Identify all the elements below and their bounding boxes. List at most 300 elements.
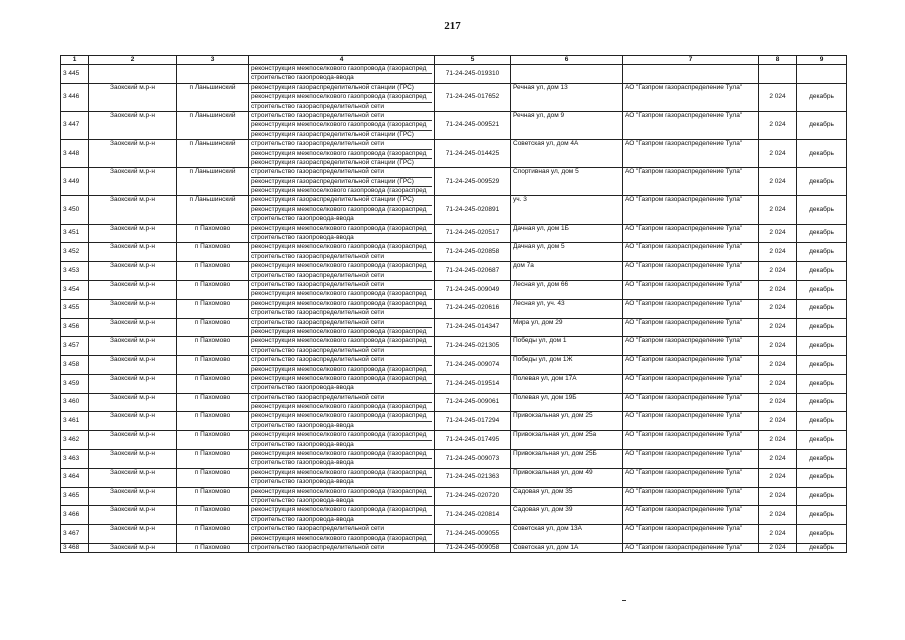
organization-cell: АО "Газпром газораспределение Тула" [623, 525, 759, 544]
year-cell [759, 65, 797, 84]
month-cell: декабрь [797, 243, 847, 262]
work-item: реконструкция межпоселкового газопровода (газораспред [251, 150, 432, 159]
year-cell: 2 024 [759, 487, 797, 506]
row-number: 3 456 [61, 318, 89, 337]
address-cell: Лесная ул, дом 66 [511, 280, 623, 299]
organization-cell: АО "Газпром газораспределение Тула" [623, 196, 759, 224]
work-item: реконструкция межпоселкового газопровода (газораспред [251, 403, 427, 411]
locality-cell: п Пахомово [177, 280, 249, 299]
gasification-table [60, 55, 847, 553]
work-item: строительство газопровода-ввода [251, 234, 354, 242]
district-cell [89, 65, 177, 84]
address-cell: Спортивная ул, дом 5 [511, 168, 623, 196]
district-cell: Заокский м.р-н [89, 262, 177, 281]
object-code-cell: 71-24-245-017652 [435, 83, 511, 111]
work-item: строительство газопровода-ввода [251, 421, 354, 429]
table-row [61, 487, 847, 506]
work-item: строительство газопровода-ввода [251, 459, 354, 467]
year-cell: 2 024 [759, 224, 797, 243]
work-item: строительство газораспределительной сети [251, 112, 432, 121]
locality-cell: п Пахомово [177, 543, 249, 552]
work-item: реконструкция межпоселкового газопровода (газораспред [251, 121, 432, 130]
district-cell: Заокский м.р-н [89, 168, 177, 196]
month-cell: декабрь [797, 299, 847, 318]
work-item: строительство газораспределительной сети [251, 346, 384, 354]
year-cell: 2 024 [759, 140, 797, 168]
organization-cell: АО "Газпром газораспределение Тула" [623, 468, 759, 487]
work-item: строительство газораспределительной сети [251, 252, 384, 260]
work-item: строительство газораспределительной сети [251, 525, 432, 534]
organization-cell: АО "Газпром газораспределение Тула" [623, 393, 759, 412]
table-row [61, 243, 847, 262]
work-item: строительство газопровода-ввода [251, 478, 354, 486]
locality-cell: п Пахомово [177, 393, 249, 412]
month-cell: декабрь [797, 412, 847, 431]
address-cell: Садовая ул, дом 39 [511, 506, 623, 525]
works-cell [249, 140, 435, 168]
year-cell: 2 024 [759, 243, 797, 262]
work-item: строительство газопровода-ввода [251, 384, 354, 392]
organization-cell: АО "Газпром газораспределение Тула" [623, 450, 759, 469]
row-number: 3 446 [61, 83, 89, 111]
works-cell [249, 525, 435, 544]
district-cell: Заокский м.р-н [89, 111, 177, 139]
object-code-cell: 71-24-245-019514 [435, 374, 511, 393]
object-code-cell: 71-24-245-020616 [435, 299, 511, 318]
object-code-cell: 71-24-245-020687 [435, 262, 511, 281]
locality-cell: п Пахомово [177, 525, 249, 544]
locality-cell: п Пахомово [177, 468, 249, 487]
object-code-cell: 71-24-245-014425 [435, 140, 511, 168]
month-cell: декабрь [797, 543, 847, 552]
work-item: реконструкция межпоселкового газопровода (газораспред [251, 65, 432, 74]
work-item: строительство газораспределительной сети [251, 394, 432, 403]
works-cell [249, 168, 435, 196]
work-item: реконструкция газораспределительной станции (ГРС) [251, 196, 432, 205]
row-number: 3 447 [61, 111, 89, 139]
work-item: строительство газораспределительной сети [251, 102, 384, 110]
year-cell: 2 024 [759, 356, 797, 375]
row-number: 3 452 [61, 243, 89, 262]
locality-cell: п Ланьшинский [177, 168, 249, 196]
locality-cell [177, 65, 249, 84]
works-cell [249, 280, 435, 299]
address-cell: Советская ул, дом 4А [511, 140, 623, 168]
works-cell [249, 65, 435, 84]
district-cell: Заокский м.р-н [89, 412, 177, 431]
work-item: реконструкция межпоселкового газопровода (газораспред [251, 327, 427, 335]
works-cell [249, 412, 435, 431]
locality-cell: п Ланьшинский [177, 83, 249, 111]
works-cell [249, 224, 435, 243]
work-item: строительство газораспределительной сети [251, 319, 432, 328]
district-cell: Заокский м.р-н [89, 318, 177, 337]
work-item: строительство газораспределительной сети [251, 140, 432, 149]
works-cell [249, 356, 435, 375]
year-cell: 2 024 [759, 168, 797, 196]
row-number: 3 455 [61, 299, 89, 318]
month-cell: декабрь [797, 506, 847, 525]
locality-cell: п Пахомово [177, 431, 249, 450]
year-cell: 2 024 [759, 337, 797, 356]
address-cell: Привокзальная ул, дом 25 [511, 412, 623, 431]
row-number: 3 449 [61, 168, 89, 196]
year-cell: 2 024 [759, 262, 797, 281]
work-item: реконструкция межпоселкового газопровода (газораспред [251, 243, 432, 252]
organization-cell: АО "Газпром газораспределение Тула" [623, 111, 759, 139]
year-cell: 2 024 [759, 525, 797, 544]
address-cell: Привокзальная ул, дом 25а [511, 431, 623, 450]
works-cell [249, 431, 435, 450]
work-item: реконструкция межпоселкового газопровода (газораспред [251, 300, 432, 309]
object-code-cell: 71-24-245-017495 [435, 431, 511, 450]
district-cell: Заокский м.р-н [89, 543, 177, 552]
table-row [61, 299, 847, 318]
table-row [61, 374, 847, 393]
work-item: реконструкция межпоселкового газопровода (газораспред [251, 412, 432, 421]
organization-cell: АО "Газпром газораспределение Тула" [623, 140, 759, 168]
work-item: реконструкция газораспределительной станции (ГРС) [251, 84, 432, 93]
row-number: 3 454 [61, 280, 89, 299]
column-number-row [61, 56, 847, 65]
row-number: 3 460 [61, 393, 89, 412]
month-cell: декабрь [797, 487, 847, 506]
work-item: реконструкция межпоселкового газопровода (газораспред [251, 534, 427, 542]
locality-cell: п Пахомово [177, 262, 249, 281]
column-header: 4 [249, 56, 435, 65]
address-cell: Полевая ул, дом 19Б [511, 393, 623, 412]
work-item: строительство газопровода-ввода [251, 440, 354, 448]
organization-cell: АО "Газпром газораспределение Тула" [623, 83, 759, 111]
organization-cell: АО "Газпром газораспределение Тула" [623, 412, 759, 431]
work-item: реконструкция межпоселкового газопровода (газораспред [251, 206, 432, 215]
works-cell [249, 374, 435, 393]
row-number: 3 462 [61, 431, 89, 450]
month-cell: декабрь [797, 111, 847, 139]
object-code-cell: 71-24-245-009521 [435, 111, 511, 139]
organization-cell: АО "Газпром газораспределение Тула" [623, 224, 759, 243]
table-row [61, 431, 847, 450]
work-item: реконструкция межпоселкового газопровода (газораспред [251, 262, 432, 271]
table-row [61, 337, 847, 356]
locality-cell: п Пахомово [177, 318, 249, 337]
row-number: 3 467 [61, 525, 89, 544]
works-cell [249, 393, 435, 412]
table-row [61, 318, 847, 337]
object-code-cell: 71-24-245-009074 [435, 356, 511, 375]
work-item: строительство газораспределительной сети [251, 271, 384, 279]
work-item: строительство газопровода-ввода [251, 215, 354, 223]
row-number: 3 463 [61, 450, 89, 469]
address-cell: Речная ул, дом 9 [511, 111, 623, 139]
address-cell: Дачная ул, дом 5 [511, 243, 623, 262]
object-code-cell: 71-24-245-009061 [435, 393, 511, 412]
table-row [61, 111, 847, 139]
address-cell: Привокзальная ул, дом 49 [511, 468, 623, 487]
address-cell: Победы ул, дом 1Ж [511, 356, 623, 375]
table-row [61, 262, 847, 281]
address-cell: Советская ул, дом 13А [511, 525, 623, 544]
address-cell: Мира ул, дом 29 [511, 318, 623, 337]
locality-cell: п Пахомово [177, 374, 249, 393]
work-item: реконструкция межпоселкового газопровода (газораспред [251, 187, 427, 195]
works-cell [249, 506, 435, 525]
works-cell [249, 243, 435, 262]
row-number: 3 461 [61, 412, 89, 431]
organization-cell: АО "Газпром газораспределение Тула" [623, 543, 759, 552]
year-cell: 2 024 [759, 393, 797, 412]
organization-cell [623, 65, 759, 84]
address-cell: Советская ул, дом 1А [511, 543, 623, 552]
work-item: реконструкция межпоселкового газопровода (газораспред [251, 290, 427, 298]
work-item: реконструкция газораспределительной станции (ГРС) [251, 178, 432, 187]
object-code-cell: 71-24-245-020720 [435, 487, 511, 506]
year-cell: 2 024 [759, 280, 797, 299]
table-row [61, 280, 847, 299]
row-number: 3 457 [61, 337, 89, 356]
table-row [61, 196, 847, 224]
row-number: 3 466 [61, 506, 89, 525]
locality-cell: п Ланьшинский [177, 196, 249, 224]
works-cell [249, 543, 435, 552]
table-row [61, 393, 847, 412]
column-header: 8 [759, 56, 797, 65]
object-code-cell: 71-24-245-009049 [435, 280, 511, 299]
organization-cell: АО "Газпром газораспределение Тула" [623, 337, 759, 356]
district-cell: Заокский м.р-н [89, 450, 177, 469]
works-cell [249, 299, 435, 318]
works-cell [249, 487, 435, 506]
month-cell: декабрь [797, 83, 847, 111]
row-number: 3 459 [61, 374, 89, 393]
address-cell: Полевая ул, дом 17А [511, 374, 623, 393]
row-number: 3 465 [61, 487, 89, 506]
column-header: 6 [511, 56, 623, 65]
work-item: строительство газопровода-ввода [251, 515, 354, 523]
column-header: 7 [623, 56, 759, 65]
organization-cell: АО "Газпром газораспределение Тула" [623, 262, 759, 281]
district-cell: Заокский м.р-н [89, 431, 177, 450]
row-number: 3 453 [61, 262, 89, 281]
object-code-cell: 71-24-245-009529 [435, 168, 511, 196]
table-row [61, 356, 847, 375]
row-number: 3 448 [61, 140, 89, 168]
year-cell: 2 024 [759, 431, 797, 450]
table-row [61, 543, 847, 552]
table-row [61, 224, 847, 243]
district-cell: Заокский м.р-н [89, 299, 177, 318]
year-cell: 2 024 [759, 196, 797, 224]
object-code-cell: 71-24-245-021305 [435, 337, 511, 356]
district-cell: Заокский м.р-н [89, 224, 177, 243]
district-cell: Заокский м.р-н [89, 374, 177, 393]
year-cell: 2 024 [759, 374, 797, 393]
organization-cell: АО "Газпром газораспределение Тула" [623, 168, 759, 196]
locality-cell: п Пахомово [177, 337, 249, 356]
table-row [61, 168, 847, 196]
month-cell: декабрь [797, 374, 847, 393]
district-cell: Заокский м.р-н [89, 393, 177, 412]
month-cell: декабрь [797, 196, 847, 224]
work-item: реконструкция межпоселкового газопровода (газораспред [251, 365, 427, 373]
table-row [61, 468, 847, 487]
works-cell [249, 318, 435, 337]
address-cell: Речная ул, дом 13 [511, 83, 623, 111]
organization-cell: АО "Газпром газораспределение Тула" [623, 318, 759, 337]
address-cell: Привокзальная ул, дом 25Б [511, 450, 623, 469]
organization-cell: АО "Газпром газораспределение Тула" [623, 280, 759, 299]
address-cell: уч. 3 [511, 196, 623, 224]
address-cell [511, 65, 623, 84]
month-cell: декабрь [797, 356, 847, 375]
month-cell: декабрь [797, 140, 847, 168]
row-number: 3 451 [61, 224, 89, 243]
year-cell: 2 024 [759, 318, 797, 337]
work-item: реконструкция межпоселкового газопровода (газораспред [251, 450, 432, 459]
locality-cell: п Пахомово [177, 299, 249, 318]
organization-cell: АО "Газпром газораспределение Тула" [623, 299, 759, 318]
year-cell: 2 024 [759, 83, 797, 111]
district-cell: Заокский м.р-н [89, 337, 177, 356]
object-code-cell: 71-24-245-009055 [435, 525, 511, 544]
table-row [61, 450, 847, 469]
work-item: реконструкция газораспределительной станции (ГРС) [251, 130, 414, 138]
table-row [61, 525, 847, 544]
column-header: 3 [177, 56, 249, 65]
year-cell: 2 024 [759, 412, 797, 431]
table-row [61, 65, 847, 84]
locality-cell: п Ланьшинский [177, 140, 249, 168]
organization-cell: АО "Газпром газораспределение Тула" [623, 356, 759, 375]
month-cell: декабрь [797, 168, 847, 196]
locality-cell: п Пахомово [177, 487, 249, 506]
work-item: реконструкция межпоселкового газопровода (газораспред [251, 431, 432, 440]
organization-cell: АО "Газпром газораспределение Тула" [623, 487, 759, 506]
object-code-cell: 71-24-245-017294 [435, 412, 511, 431]
locality-cell: п Пахомово [177, 506, 249, 525]
month-cell [797, 65, 847, 84]
month-cell: декабрь [797, 393, 847, 412]
work-item: строительство газопровода-ввода [251, 496, 354, 504]
column-header: 9 [797, 56, 847, 65]
year-cell: 2 024 [759, 111, 797, 139]
address-cell: Победы ул, дом 1 [511, 337, 623, 356]
month-cell: декабрь [797, 280, 847, 299]
district-cell: Заокский м.р-н [89, 468, 177, 487]
district-cell: Заокский м.р-н [89, 506, 177, 525]
work-item: строительство газораспределительной сети [251, 356, 432, 365]
works-cell [249, 262, 435, 281]
locality-cell: п Пахомово [177, 356, 249, 375]
works-cell [249, 450, 435, 469]
year-cell: 2 024 [759, 506, 797, 525]
row-number: 3 468 [61, 543, 89, 552]
object-code-cell: 71-24-245-009073 [435, 450, 511, 469]
page-number: 217 [444, 20, 461, 32]
column-header: 5 [435, 56, 511, 65]
month-cell: декабрь [797, 468, 847, 487]
organization-cell: АО "Газпром газораспределение Тула" [623, 506, 759, 525]
district-cell: Заокский м.р-н [89, 140, 177, 168]
table-row [61, 83, 847, 111]
organization-cell: АО "Газпром газораспределение Тула" [623, 431, 759, 450]
work-item: строительство газопровода-ввода [251, 74, 354, 82]
work-item: реконструкция межпоселкового газопровода (газораспред [251, 337, 432, 346]
row-number: 3 464 [61, 468, 89, 487]
work-item: реконструкция газораспределительной станции (ГРС) [251, 158, 414, 166]
object-code-cell: 71-24-245-020891 [435, 196, 511, 224]
district-cell: Заокский м.р-н [89, 196, 177, 224]
object-code-cell: 71-24-245-020814 [435, 506, 511, 525]
district-cell: Заокский м.р-н [89, 243, 177, 262]
month-cell: декабрь [797, 431, 847, 450]
work-item: строительство газораспределительной сети [251, 168, 432, 177]
object-code-cell: 71-24-245-009058 [435, 543, 511, 552]
work-item: реконструкция межпоселкового газопровода (газораспред [251, 506, 432, 515]
locality-cell: п Ланьшинский [177, 111, 249, 139]
organization-cell: АО "Газпром газораспределение Тула" [623, 243, 759, 262]
address-cell: дом 7а [511, 262, 623, 281]
district-cell: Заокский м.р-н [89, 525, 177, 544]
month-cell: декабрь [797, 337, 847, 356]
organization-cell: АО "Газпром газораспределение Тула" [623, 374, 759, 393]
year-cell: 2 024 [759, 299, 797, 318]
address-cell: Лесная ул, уч. 43 [511, 299, 623, 318]
work-item: реконструкция межпоселкового газопровода (газораспред [251, 488, 432, 497]
row-number: 3 458 [61, 356, 89, 375]
work-item: реконструкция межпоселкового газопровода (газораспред [251, 93, 432, 102]
month-cell: декабрь [797, 318, 847, 337]
table-row [61, 412, 847, 431]
table-row [61, 140, 847, 168]
works-cell [249, 83, 435, 111]
works-cell [249, 337, 435, 356]
row-number: 3 450 [61, 196, 89, 224]
locality-cell: п Пахомово [177, 450, 249, 469]
object-code-cell: 71-24-245-020517 [435, 224, 511, 243]
year-cell: 2 024 [759, 543, 797, 552]
district-cell: Заокский м.р-н [89, 356, 177, 375]
object-code-cell: 71-24-245-021363 [435, 468, 511, 487]
address-cell: Садовая ул, дом 35 [511, 487, 623, 506]
year-cell: 2 024 [759, 468, 797, 487]
month-cell: декабрь [797, 525, 847, 544]
object-code-cell: 71-24-245-020858 [435, 243, 511, 262]
month-cell: декабрь [797, 224, 847, 243]
work-item: реконструкция межпоселкового газопровода (газораспред [251, 469, 432, 478]
work-item: строительство газораспределительной сети [251, 543, 384, 551]
table-body [61, 65, 847, 553]
district-cell: Заокский м.р-н [89, 83, 177, 111]
object-code-cell: 71-24-245-019310 [435, 65, 511, 84]
locality-cell: п Пахомово [177, 412, 249, 431]
locality-cell: п Пахомово [177, 224, 249, 243]
object-code-cell: 71-24-245-014347 [435, 318, 511, 337]
locality-cell: п Пахомово [177, 243, 249, 262]
address-cell: Дачная ул, дом 1Б [511, 224, 623, 243]
work-item: реконструкция межпоселкового газопровода (газораспред [251, 375, 432, 384]
work-item: строительство газораспределительной сети [251, 309, 384, 317]
works-cell [249, 468, 435, 487]
work-item: реконструкция межпоселкового газопровода (газораспред [251, 225, 432, 234]
table-row [61, 506, 847, 525]
work-item: строительство газораспределительной сети [251, 281, 432, 290]
column-header: 2 [89, 56, 177, 65]
row-number: 3 445 [61, 65, 89, 84]
district-cell: Заокский м.р-н [89, 280, 177, 299]
district-cell: Заокский м.р-н [89, 487, 177, 506]
month-cell: декабрь [797, 450, 847, 469]
